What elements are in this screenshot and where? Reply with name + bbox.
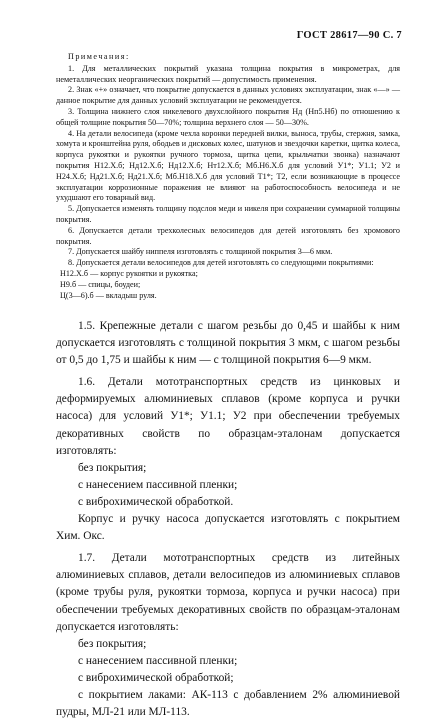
notes-section (56, 52, 400, 301)
note-4: 4. На детали велосипеда (кроме чехла коронки передней вилки, выноса, трубы, стержня, замка, хомута и кронштейна руля, ободьев и дисковых колес, шатунов и звездочки каретки, щитка колеса, корпуса рукоятки и рукоятки ручного тормоза, щитка цепи, крыльчатки звонка) назначают покрытия Н12.Х.б; Нд12.Х.б; Нд12.Х.б; Нт12.Х.б; Мб.Н6.Х.б для условий У1*; У1.1; У2 и Н24.Х.б; Нд21.Х.б; Нд21.Х.б; Мб.Н18.Х.б для условий Т1*; Т2, если возникающие в процессе эксплуатации коррозионные поражения не влияют на работоспособность велосипеда и не ухудшают его товарный вид. (56, 128, 400, 203)
clause-1-5: 1.5. Крепежные детали с шагом резьбы до 0,45 и шайбы к ним допускается изготовлять с толщиной покрытия 3 мкм, с шагом резьбы от 0,5 до 1,75 и шайбы к ним — с толщиной покрытия 6—9 мкм. (56, 320, 400, 367)
notes-heading: Примечания: (68, 52, 130, 61)
clause-1-7-item-2: с нанесением пассивной пленки; (78, 654, 238, 667)
note-6: 6. Допускается детали трехколесных велосипедов для детей изготовлять без хромового покрытия. (56, 225, 400, 246)
note-5: 5. Допускается изменять толщину подслоя меди и никеля при сохранении суммарной толщины покрытия. (56, 204, 400, 224)
note-1: 1. Для металлических покрытий указана толщина покрытия в микрометрах, для неметаллических неорганических покрытий — допустимость применения. (56, 63, 400, 84)
note-8-item-2: Н9.б — спицы, боудеи; (60, 279, 141, 289)
clause-1-7-item-4: с покрытием лаками: АК-113 с добавлением 2% алюминиевой пудры, МЛ-21 или МЛ-113. (56, 688, 400, 719)
note-7: 7. Допускается шайбу ниппеля изготовлять с толщиной покрытия 3—6 мкм. (68, 247, 333, 257)
clause-1-6-pump: Корпус и ручку насоса допускается изготовлять с покрытием Хим. Окс. (56, 513, 400, 543)
clause-1-6-item-1: без покрытия; (78, 461, 147, 474)
note-2: 2. Знак «+» означает, что покрытие допускается в данных условиях эксплуатации, знак «—» — данное покрытие для данных условий эксплуатации не рекомендуется. (56, 85, 400, 106)
main-text (56, 318, 400, 721)
clause-1-7: 1.7. Детали мототранспортных средств из литейных алюминиевых сплавов, детали велосипедов из алюминиевых сплавов (кроме трубы руля, рукоятки тормоза, корпуса и ручки насоса) при обеспечении требуемых декоративных свойств по образцам-эталонам допускается изготовлять: (56, 552, 400, 633)
note-3: 3. Толщина нижнего слоя никелевого двухслойного покрытия Нд (Нп5.Нб) по отношению к общей толщине покрытия 50—70%; толщина верхнего слоя — 50—30%. (56, 106, 400, 127)
note-8: 8. Допускается детали велосипедов для детей изготовлять со следующими покрытиями: (68, 258, 374, 268)
clause-1-7-item-1: без покрытия; (78, 637, 147, 650)
standard-code: ГОСТ 28617—90 С. 7 (296, 30, 402, 41)
clause-1-6: 1.6. Детали мототранспортных средств из цинковых и деформируемых алюминиевых сплавов (кроме корпуса и ручки насоса) для условий У1*; У1.1; У2 при обеспечении требуемых декоративных свойств по образцам-эталонам допускается изготовлять: (56, 376, 400, 457)
clause-1-6-item-3: с виброхимической обработкой. (78, 495, 234, 508)
page-header (36, 30, 402, 46)
note-8-item-3: Ц(3—6).б — вкладыш руля. (60, 290, 157, 300)
note-8-item-1: Н12.Х.б — корпус рукоятки и рукоятка; (60, 268, 198, 278)
clause-1-7-item-3: с виброхимической обработкой; (78, 671, 234, 684)
clause-1-6-item-2: с нанесением пассивной пленки; (78, 478, 238, 491)
